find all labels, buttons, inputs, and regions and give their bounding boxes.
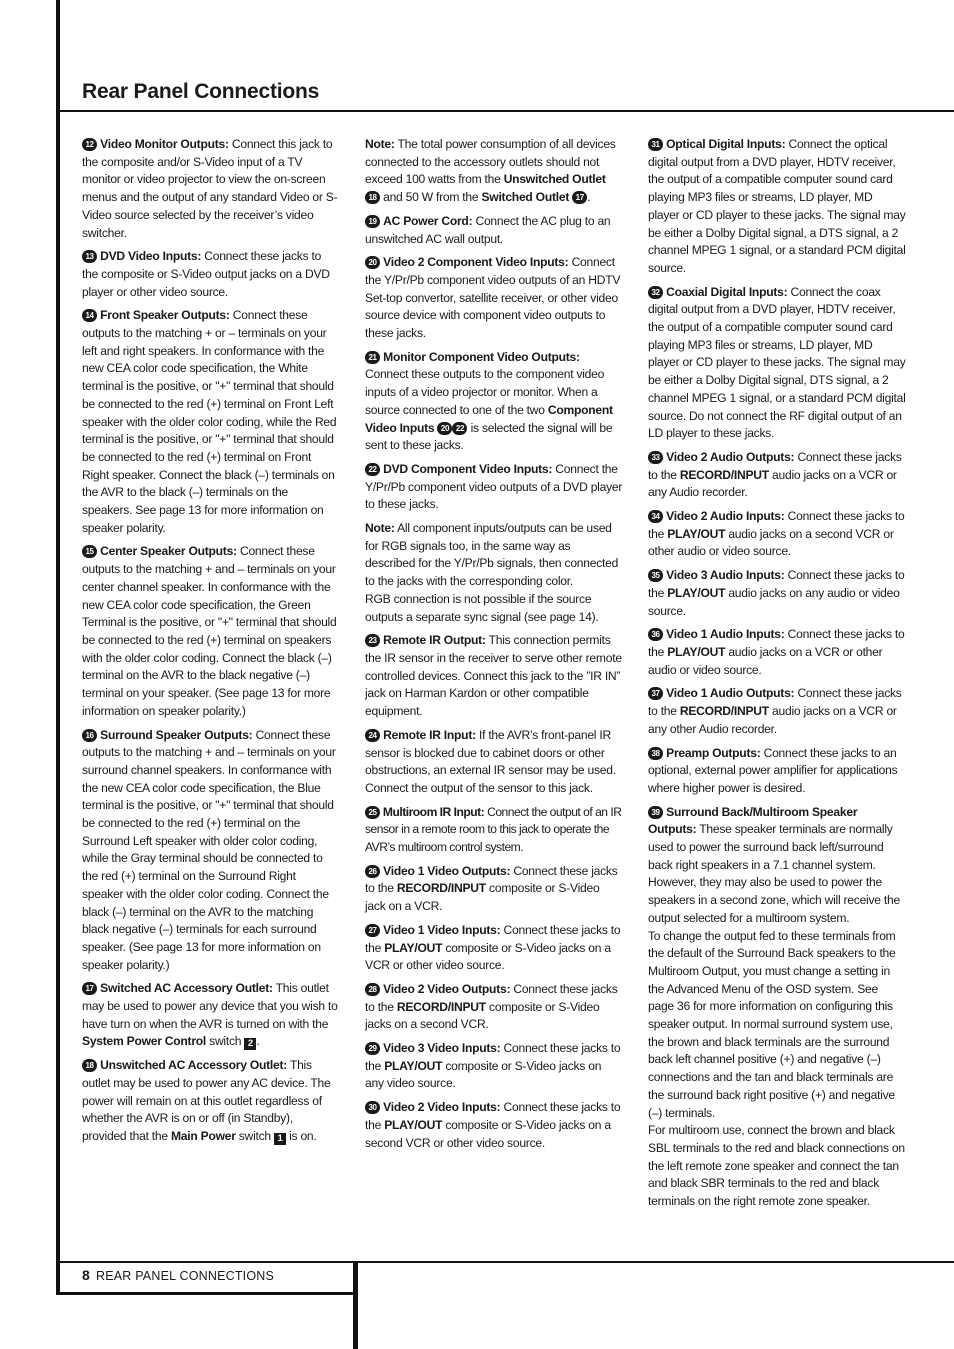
item-bold-term: PLAY/OUT: [667, 585, 726, 600]
item-remote-ir-output: [365, 632, 623, 721]
callout-number: 32: [648, 286, 663, 299]
item-text: Connect these jacks to the: [365, 1100, 621, 1132]
callout-number: 17: [82, 982, 97, 995]
callout-number: 35: [648, 569, 663, 582]
item-text: composite or S-Video jacks on a second VCR.: [365, 999, 600, 1032]
item-text: Connect these jacks to the: [648, 449, 902, 482]
item-bold-term: RECORD/INPUT: [679, 704, 769, 719]
item-text: Connect the Y/Pr/Pb component video outputs of a DVD player to these jacks.: [365, 461, 623, 512]
callout-number: 27: [365, 924, 380, 937]
item-text: If the AVR’s front-panel IR sensor is blocked due to cabinet doors or other obstructions, an external IR sensor may be used. Connect the output of the sensor to this jack.: [365, 727, 616, 795]
item-video2-video-outputs: [365, 981, 623, 1034]
item-heading: Coaxial Digital Inputs:: [666, 284, 788, 299]
item-bold-term: Main Power: [170, 1128, 236, 1143]
item-text: Connect these jacks to the composite or S-Video output jacks on a DVD player or other video source.: [82, 249, 330, 299]
item-heading: Video 2 Video Inputs:: [383, 1100, 501, 1115]
item-text: Connect the Y/Pr/Pb component video outputs of an HDTV Set-top convertor, satellite receiver, or other video source device with component video outputs to these jacks.: [365, 255, 621, 341]
item-video2-audio-inputs: [648, 508, 906, 561]
column-1: [82, 136, 340, 1152]
item-front-speaker-outputs: [82, 307, 340, 537]
item-heading: Unswitched AC Accessory Outlet:: [100, 1058, 288, 1073]
note-heading: Note:: [365, 137, 395, 151]
item-heading: Surround Back/Multiroom Speaker Outputs:: [648, 804, 858, 837]
item-bold-term: Switched Outlet: [481, 190, 570, 205]
note-text: RGB connection is not possible if the source outputs a separate sync signal (see page 14).: [365, 591, 599, 624]
item-text: audio jacks on a VCR or any Audio recorder.: [648, 467, 897, 500]
item-video2-video-inputs: [365, 1099, 623, 1152]
footer-label: REAR PANEL CONNECTIONS: [96, 1269, 275, 1283]
item-text: is selected the signal will be sent to these jacks.: [365, 420, 613, 453]
item-heading: Video 1 Audio Inputs:: [666, 627, 785, 642]
item-text: audio jacks on a VCR or any other Audio recorder.: [648, 704, 897, 736]
item-text: Connect these jacks to the: [648, 686, 902, 719]
item-heading: Switched AC Accessory Outlet:: [100, 981, 273, 996]
item-heading: Remote IR Output:: [383, 633, 486, 648]
switch-number-box: 1: [274, 1133, 286, 1145]
callout-number: 12: [82, 138, 97, 151]
item-text: Connect these outputs to the matching + and – terminals on your center channel speaker. In conformance with the new CEA color code specification, the Green Terminal is the positive, or "+" terminal that should be connected to the red (+) terminal on speakers with the older color coding. Connect the black (–) terminal on the AVR to the black negative (–) terminal on your speaker. (See page 13 for more information on speaker polarity.): [82, 544, 337, 718]
item-text: switch: [206, 1034, 245, 1049]
item-bold-term: Unswitched Outlet: [503, 172, 606, 187]
item-bold-term: PLAY/OUT: [384, 940, 443, 955]
item-text: composite or S-Video jack on a VCR.: [365, 881, 600, 914]
callout-number: 28: [365, 983, 380, 996]
item-bold-term: RECORD/INPUT: [679, 467, 769, 482]
footer-rule-lower: [56, 1292, 356, 1295]
item-text: Connect these jacks to the: [365, 863, 618, 896]
page-title: Rear Panel Connections: [82, 80, 320, 103]
callout-number: 18: [365, 191, 380, 204]
item-unswitched-ac-outlet: [82, 1057, 340, 1146]
callout-number: 37: [648, 687, 663, 700]
item-bold-term: PLAY/OUT: [384, 1117, 443, 1132]
item-heading: Preamp Outputs:: [666, 745, 761, 760]
item-video2-audio-outputs: [648, 449, 906, 502]
item-heading: Video 2 Audio Inputs:: [666, 509, 785, 524]
item-ac-power-cord: [365, 213, 623, 248]
callout-number: 16: [82, 729, 97, 742]
item-bold-term: PLAY/OUT: [384, 1058, 443, 1073]
item-bold-term: PLAY/OUT: [667, 644, 726, 659]
callout-number: 34: [648, 510, 663, 523]
item-text: Connect the output of an IR sensor in a remote room to this jack to operate the AVR’s multiroom control system.: [365, 804, 622, 855]
item-heading: Video Monitor Outputs:: [100, 137, 229, 151]
item-heading: DVD Component Video Inputs:: [383, 461, 553, 476]
item-text: audio jacks on any audio or video source.: [648, 585, 900, 618]
item-text: Connect the optical digital output from a DVD player, HDTV receiver, the output of a compatible computer sound card playing MP3 files or streams, LD player, MD player or CD player to these jacks. The signal may be either a Dolby Digital signal, a DTS signal, a 2 channel MPEG 1 signal, or a standard PCM digital source.: [648, 137, 906, 275]
item-video1-video-outputs: [365, 863, 623, 916]
item-video1-video-inputs: [365, 922, 623, 975]
page-footer: [82, 1267, 274, 1283]
callout-number: 38: [648, 747, 663, 760]
item-text: This connection permits the IR sensor in the receiver to serve other remote controlled devices. Connect this jack to the ”IR IN” jack on Harman Kardon or other compatible equipment.: [365, 633, 622, 719]
callout-number: 21: [365, 351, 380, 364]
callout-number: 14: [82, 309, 97, 322]
item-heading: Video 2 Video Outputs:: [383, 981, 511, 996]
callout-number: 13: [82, 250, 97, 263]
callout-number: 36: [648, 628, 663, 641]
item-text: Connect these jacks to the: [648, 568, 905, 600]
column-3: [648, 136, 906, 1217]
item-heading: Video 2 Component Video Inputs:: [383, 255, 569, 270]
note-rgb-signals: [365, 520, 623, 626]
callout-number: 30: [365, 1101, 380, 1114]
item-text: is on.: [286, 1128, 317, 1143]
item-text: These speaker terminals are normally used to power the surround back left/surround back right speakers in a 7.1 channel system. However, they may also be used to power the speakers in a second zone, which will receive the output selected for a multiroom system.: [648, 822, 900, 925]
callout-number: 33: [648, 451, 663, 464]
callout-number: 23: [365, 634, 380, 647]
callout-number: 18: [82, 1059, 97, 1072]
item-dvd-component-inputs: [365, 461, 623, 514]
item-center-speaker-outputs: [82, 543, 340, 720]
note-power-consumption: [365, 136, 623, 207]
header-rule: [56, 110, 954, 112]
item-video-monitor-outputs: [82, 136, 340, 242]
item-video1-audio-outputs: [648, 685, 906, 738]
callout-number: 19: [365, 215, 380, 228]
item-optical-digital-inputs: [648, 136, 906, 278]
item-video1-audio-inputs: [648, 626, 906, 679]
item-heading: Video 2 Audio Outputs:: [666, 449, 795, 464]
item-bold-term: PLAY/OUT: [667, 526, 726, 541]
item-heading: AC Power Cord:: [383, 213, 473, 228]
item-remote-ir-input: [365, 727, 623, 798]
item-heading: Front Speaker Outputs:: [100, 308, 230, 323]
item-bold-term: RECORD/INPUT: [396, 999, 486, 1014]
item-heading: Video 3 Video Inputs:: [383, 1041, 501, 1056]
item-heading: Video 1 Audio Outputs:: [666, 686, 795, 701]
item-surround-speaker-outputs: [82, 727, 340, 975]
item-text: Connect these jacks to an optional, external power amplifier for applications where higher power is desired.: [648, 745, 898, 795]
item-text: audio jacks on a VCR or other audio or video source.: [648, 644, 883, 677]
callout-number: 31: [648, 138, 663, 151]
item-text: Connect the AC plug to an unswitched AC wall output.: [365, 213, 611, 246]
item-heading: Center Speaker Outputs:: [100, 544, 237, 559]
item-text: Connect these jacks to the: [365, 1041, 621, 1073]
item-text: Connect these jacks to the: [648, 509, 905, 541]
callout-number: 20: [365, 256, 380, 269]
callout-number: 20: [437, 422, 452, 435]
item-text: composite or S-Video jacks on a VCR or other video source.: [365, 940, 611, 973]
item-text: To change the output fed to these terminals from the default of the Surround Back speakers to the Multiroom Output, you must change a setting in the Advanced Menu of the OSD system. See page 36 for more information on configuring this speaker output. In normal surround system use, the brown and black terminals are the surround back left channel positive (+) and negative (–) connections and the tan and black terminals are the surround back right positive (+) and negative (–) terminals.: [648, 928, 896, 1120]
item-coaxial-digital-inputs: [648, 284, 906, 443]
switch-number-box: 2: [244, 1038, 256, 1050]
item-heading: Video 1 Video Outputs:: [383, 863, 511, 878]
item-text: composite or S-Video jacks on a second VCR or other video source.: [365, 1117, 611, 1150]
item-text: audio jacks on a second VCR or other audio or video source.: [648, 526, 894, 559]
item-text: Connect these outputs to the matching + or – terminals on your left and right speakers. In conformance with the new CEA color code specification, the White terminal is the positive, or "+" terminal that should be connected to the red (+) terminal on Front Left speaker with the older color coding, while the Red terminal is the positive, or "+" terminal that should be connected to the red (+) terminal on Front Right speaker. Connect the black (–) terminals on the AVR to the black (–) terminals on the speakers. See page 13 for more information on speaker polarity.: [82, 308, 337, 535]
item-heading: DVD Video Inputs:: [100, 249, 202, 264]
item-multiroom-ir-input: [365, 804, 623, 857]
item-video3-audio-inputs: [648, 567, 906, 620]
item-video3-video-inputs: [365, 1040, 623, 1093]
item-text: For multiroom use, connect the brown and black SBL terminals to the red and black connections on the left remote zone speaker and connect the tan and black SBR terminals to the red and black terminals on the right remote zone speaker.: [648, 1123, 905, 1209]
callout-number: 29: [365, 1042, 380, 1055]
item-monitor-component-outputs: [365, 349, 623, 455]
callout-number: 22: [365, 463, 380, 476]
note-text: .: [587, 190, 591, 205]
item-text: composite or S-Video jacks on any video source.: [365, 1058, 602, 1091]
item-switched-ac-outlet: [82, 980, 340, 1051]
item-bold-term: System Power Control: [82, 1034, 207, 1049]
item-heading: Remote IR Input:: [383, 727, 476, 742]
item-bold-term: Component Video Inputs: [365, 402, 613, 435]
footer-vertical-rule: [353, 1262, 358, 1349]
item-text: .: [256, 1034, 260, 1049]
item-heading: Multiroom IR Input:: [382, 804, 485, 819]
item-text: Connect these jacks to the: [648, 627, 905, 659]
callout-number: 39: [648, 806, 663, 819]
left-margin-rule: [56, 0, 60, 1295]
callout-number: 25: [365, 806, 380, 819]
item-text: Connect the coax digital output from a DVD player, HDTV receiver, the output of a compatible computer sound card playing MP3 files or streams, LD player, MD player or CD player to these jacks. The signal may be either a Dolby Digital signal, DTS signal, a 2 channel MPEG 1 signal, or a standard PCM digital source. Do not connect the RF digital output of an LD player to these jacks.: [648, 284, 906, 441]
item-bold-term: RECORD/INPUT: [396, 881, 486, 896]
note-text: and 50 W from the: [380, 190, 482, 205]
item-heading: Surround Speaker Outputs:: [100, 727, 253, 742]
item-text: Connect these jacks to the: [365, 981, 618, 1014]
callout-number: 17: [572, 191, 587, 204]
item-text: Connect these outputs to the matching + and – terminals on your surround channel speakers. In conformance with the new CEA color code specification, the Blue terminal is the positive, or "+" terminal that should be connected to the red (+) terminal on the Surround Left speaker with older color coding, while the Gray terminal should be connected to the red (+) terminal on the Surround Right speaker with the older color coding. Connect the black (–) terminal on the AVR to the matching black negative (–) terminals for each surround speaker. (See page 13 for more information on speaker polarity.): [82, 727, 336, 972]
item-text: switch: [235, 1128, 274, 1143]
callout-number: 15: [82, 545, 97, 558]
item-heading: Optical Digital Inputs:: [666, 137, 786, 151]
footer-rule: [56, 1261, 954, 1263]
page-number: 8: [82, 1267, 90, 1283]
item-dvd-video-inputs: [82, 248, 340, 301]
note-text: The total power consumption of all devices connected to the accessory outlets should not exceed 100 watts from the: [365, 137, 616, 187]
item-text: Connect this jack to the composite and/or S-Video input of a TV monitor or video projector to view the on-screen menus and the output of any standard Video or S-Video source selected by the receiver’s video switcher.: [82, 137, 338, 240]
item-text: This outlet may be used to power any AC device. The power will remain on at this outlet regardless of whether the AVR is on or off (in Standby), provided that the: [82, 1058, 331, 1143]
item-preamp-outputs: [648, 745, 906, 798]
item-text: Connect these jacks to the: [365, 922, 621, 955]
item-text: Connect these outputs to the component video inputs of a video projector or monitor. When a source connected to one of the two: [365, 367, 605, 417]
item-surround-back-multiroom-outputs: [648, 804, 906, 1211]
item-video2-component-inputs: [365, 254, 623, 343]
item-heading: Monitor Component Video Outputs:: [383, 349, 580, 364]
item-heading: Video 3 Audio Inputs:: [666, 568, 785, 583]
note-heading: Note:: [365, 521, 395, 536]
callout-number: 22: [452, 422, 467, 435]
item-text: This outlet may be used to power any device that you wish to have turn on when the AVR is turned on with the: [82, 981, 338, 1031]
item-heading: Video 1 Video Inputs:: [383, 922, 501, 937]
column-2: [365, 136, 623, 1158]
note-text: All component inputs/outputs can be used for RGB signals too, in the same way as described for the Y/Pr/Pb signals, then connected to the jacks with the corresponding color.: [365, 521, 619, 589]
callout-number: 26: [365, 865, 380, 878]
callout-number: 24: [365, 729, 380, 742]
